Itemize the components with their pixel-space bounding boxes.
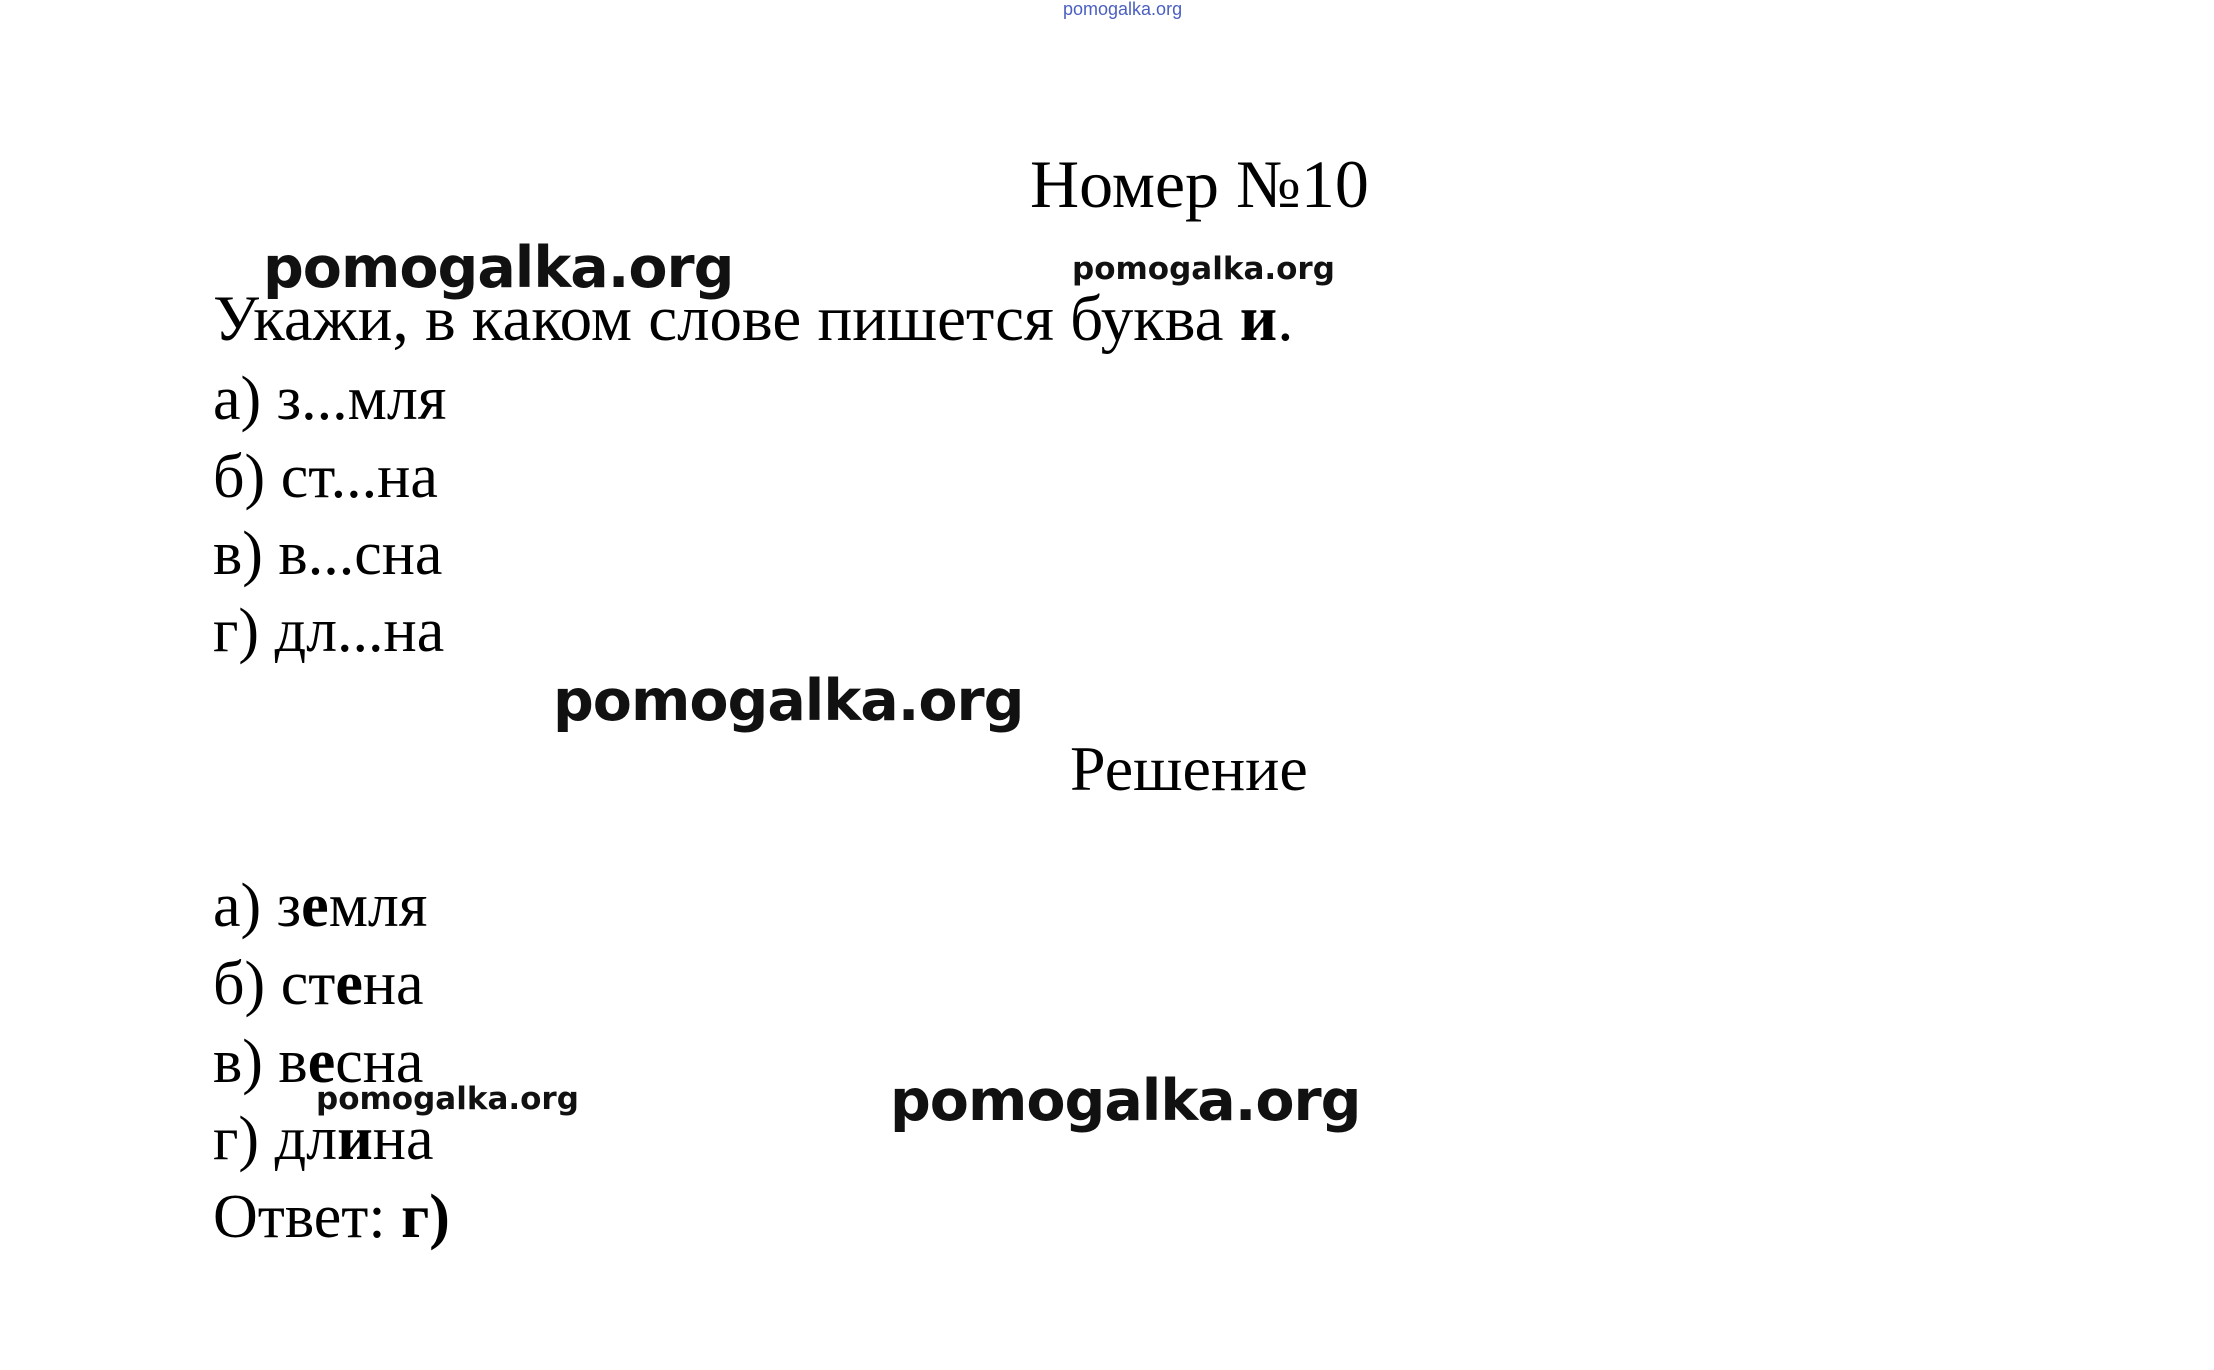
question-end: .	[1277, 283, 1294, 355]
solution-c-before: в) в	[213, 1028, 308, 1096]
watermark-lower-right: pomogalka.org	[890, 1068, 1361, 1134]
option-c: в) в...сна	[213, 520, 443, 588]
solution-a-before: а) з	[213, 872, 302, 940]
watermark-upper-left: pomogalka.org	[263, 235, 734, 301]
top-watermark: pomogalka.org	[1063, 0, 1183, 19]
answer-label: Ответ:	[213, 1183, 402, 1251]
solution-c-after: сна	[335, 1028, 424, 1096]
option-b: б) ст...на	[213, 443, 438, 511]
page-title: Номер №10	[1030, 146, 1369, 222]
solution-b	[213, 950, 424, 1018]
answer-line	[213, 1183, 450, 1251]
solution-b-after: на	[362, 950, 424, 1018]
answer-value: г)	[401, 1183, 450, 1251]
solution-b-before: б) ст	[213, 950, 336, 1018]
watermark-middle: pomogalka.org	[553, 668, 1024, 734]
watermark-upper-center: pomogalka.org	[1072, 251, 1335, 287]
solution-a	[213, 872, 428, 940]
watermark-lower-left: pomogalka.org	[316, 1081, 579, 1117]
solution-d-after: на	[372, 1105, 434, 1173]
solution-b-bold: е	[335, 950, 363, 1018]
option-d: г) дл...на	[213, 597, 445, 665]
solution-heading: Решение	[1070, 733, 1308, 804]
question-bold-letter: и	[1239, 283, 1278, 355]
solution-d-before: г) дл	[213, 1105, 338, 1173]
solution-d-bold: и	[337, 1105, 373, 1173]
solution-a-after: мля	[328, 872, 428, 940]
option-a: а) з...мля	[213, 365, 447, 433]
solution-c-bold: е	[307, 1028, 336, 1096]
question-text	[213, 283, 1294, 355]
solution-d	[213, 1105, 434, 1173]
question-body: Укажи, в каком слове пишется буква	[213, 283, 1240, 355]
solution-a-bold: е	[301, 872, 329, 940]
